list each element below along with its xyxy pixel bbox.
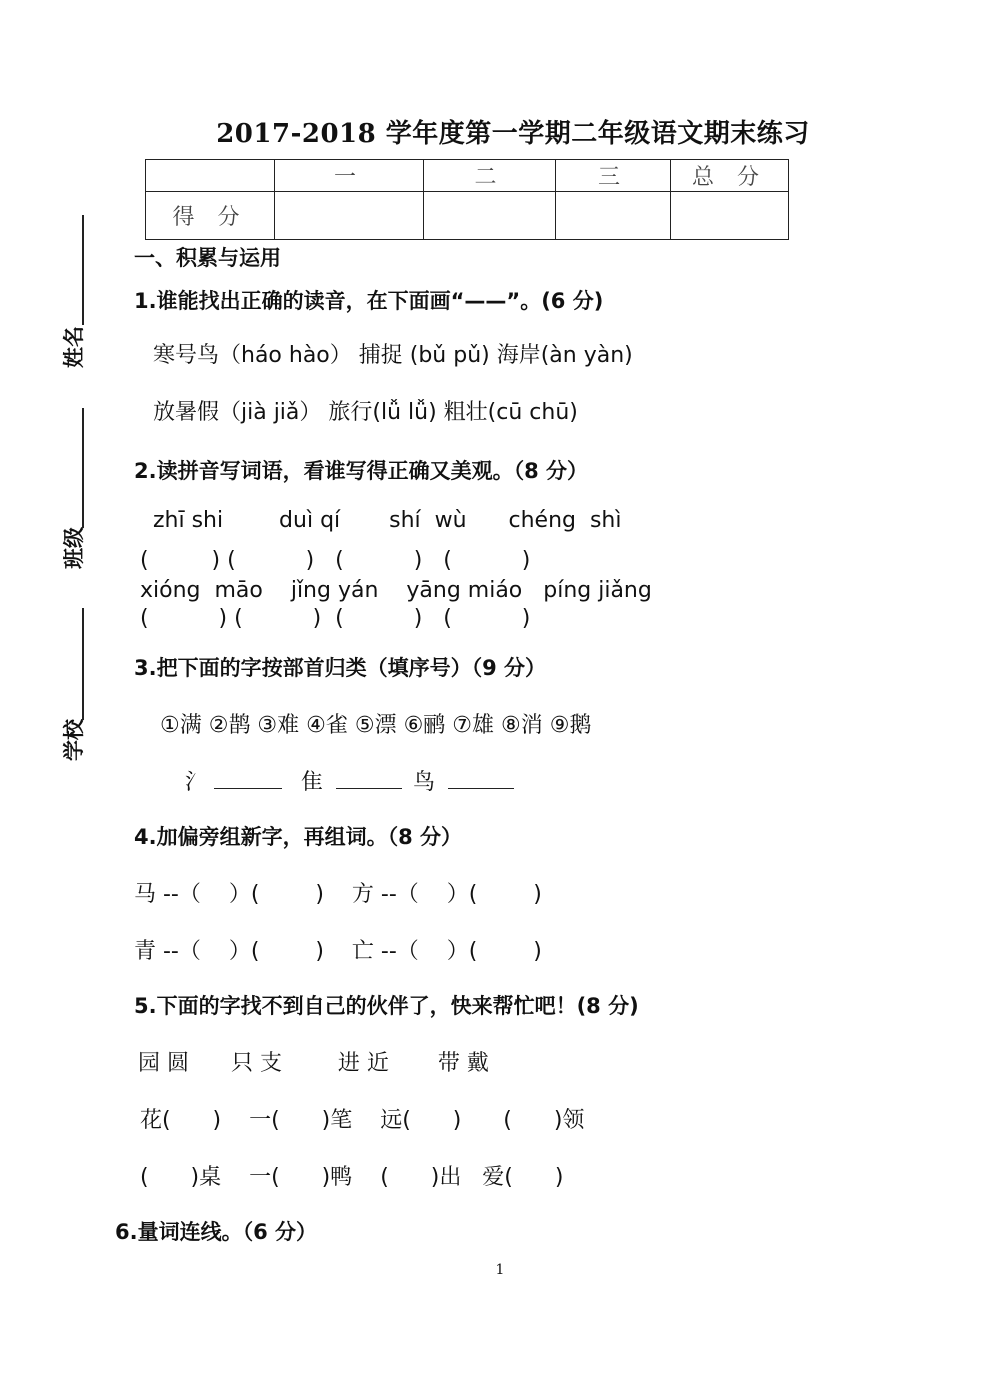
class-label: 班级 [62,527,86,569]
page-title: 2017-2018 学年度第一学期二年级语文期末练习 [216,119,810,149]
q3-radical-1: 氵 [185,770,208,795]
q2-title: 2.读拼音写词语，看谁写得正确又美观。（8 分） [134,459,589,483]
score-table-header-row [146,160,789,192]
q2-answer-row-1[interactable]: ( ) ( ) ( ) ( ) [140,548,531,573]
q5-char-pairs: 园 圆 只 支 进 近 带 戴 [138,1051,489,1076]
q6-title: 6.量词连线。（6 分） [115,1220,318,1244]
q5-line-2[interactable]: ( )桌 一( )鸭 ( )出 爱( ) [140,1165,564,1190]
school-write-line[interactable] [82,608,84,720]
name-label: 姓名 [62,326,86,368]
q3-radical-3: 鸟 [413,770,436,795]
q1-title: 1.谁能找出正确的读音，在下面画“——”。(6 分) [134,289,604,313]
score-table-score-row [146,192,789,240]
q3-blank-1[interactable] [214,766,282,789]
q4-line-2[interactable]: 青 --（ ）( ) 亡 --（ ）( ) [134,939,542,964]
q1-line-2: 放暑假（jià jiǎ） 旅行(lǚ lǚ) 粗壮(cū chū) [153,400,578,425]
school-label: 学校 [62,719,86,761]
score-table-header-total: 总 分 [671,160,789,192]
score-table-corner-cell [146,160,275,192]
q4-line-1[interactable]: 马 --（ ）( ) 方 --（ ）( ) [134,882,542,907]
q5-line-1[interactable]: 花( ) 一( )笔 远( ) ( )领 [140,1108,585,1133]
name-write-line[interactable] [82,215,84,325]
q2-answer-row-2[interactable]: ( ) ( ) ( ) ( ) [140,606,531,631]
page-number: 1 [495,1262,505,1278]
section-1-title: 一、积累与运用 [134,246,281,270]
q3-blank-3[interactable] [448,766,514,789]
q4-title: 4.加偏旁组新字，再组词。（8 分） [134,825,463,849]
q5-title: 5.下面的字找不到自己的伙伴了，快来帮忙吧！(8 分) [134,994,639,1018]
q1-line-1: 寒号鸟（háo hào） 捕捉 (bǔ pǔ) 海岸(àn yàn) [153,343,633,368]
q3-title: 3.把下面的字按部首归类（填序号）（9 分） [134,656,547,680]
score-cell-1[interactable] [275,192,424,240]
q2-pinyin-2: xióng māo jǐng yán yāng miáo píng jiǎng [140,578,652,603]
q3-blank-2[interactable] [336,766,402,789]
score-table [145,159,789,240]
q3-radical-row [185,765,514,796]
score-cell-3[interactable] [556,192,671,240]
score-cell-total[interactable] [671,192,789,240]
score-table-header-3: 三 [556,160,671,192]
score-row-label: 得 分 [146,192,275,240]
class-write-line[interactable] [82,408,84,528]
score-table-header-1: 一 [275,160,424,192]
q3-char-list: ①满 ②鹊 ③难 ④雀 ⑤漂 ⑥鹂 ⑦雄 ⑧消 ⑨鹅 [160,713,592,738]
score-table-header-2: 二 [424,160,556,192]
score-cell-2[interactable] [424,192,556,240]
q3-radical-2: 隹 [301,770,324,795]
q2-pinyin-1: zhī shi duì qí shí wù chéng shì [153,508,622,533]
